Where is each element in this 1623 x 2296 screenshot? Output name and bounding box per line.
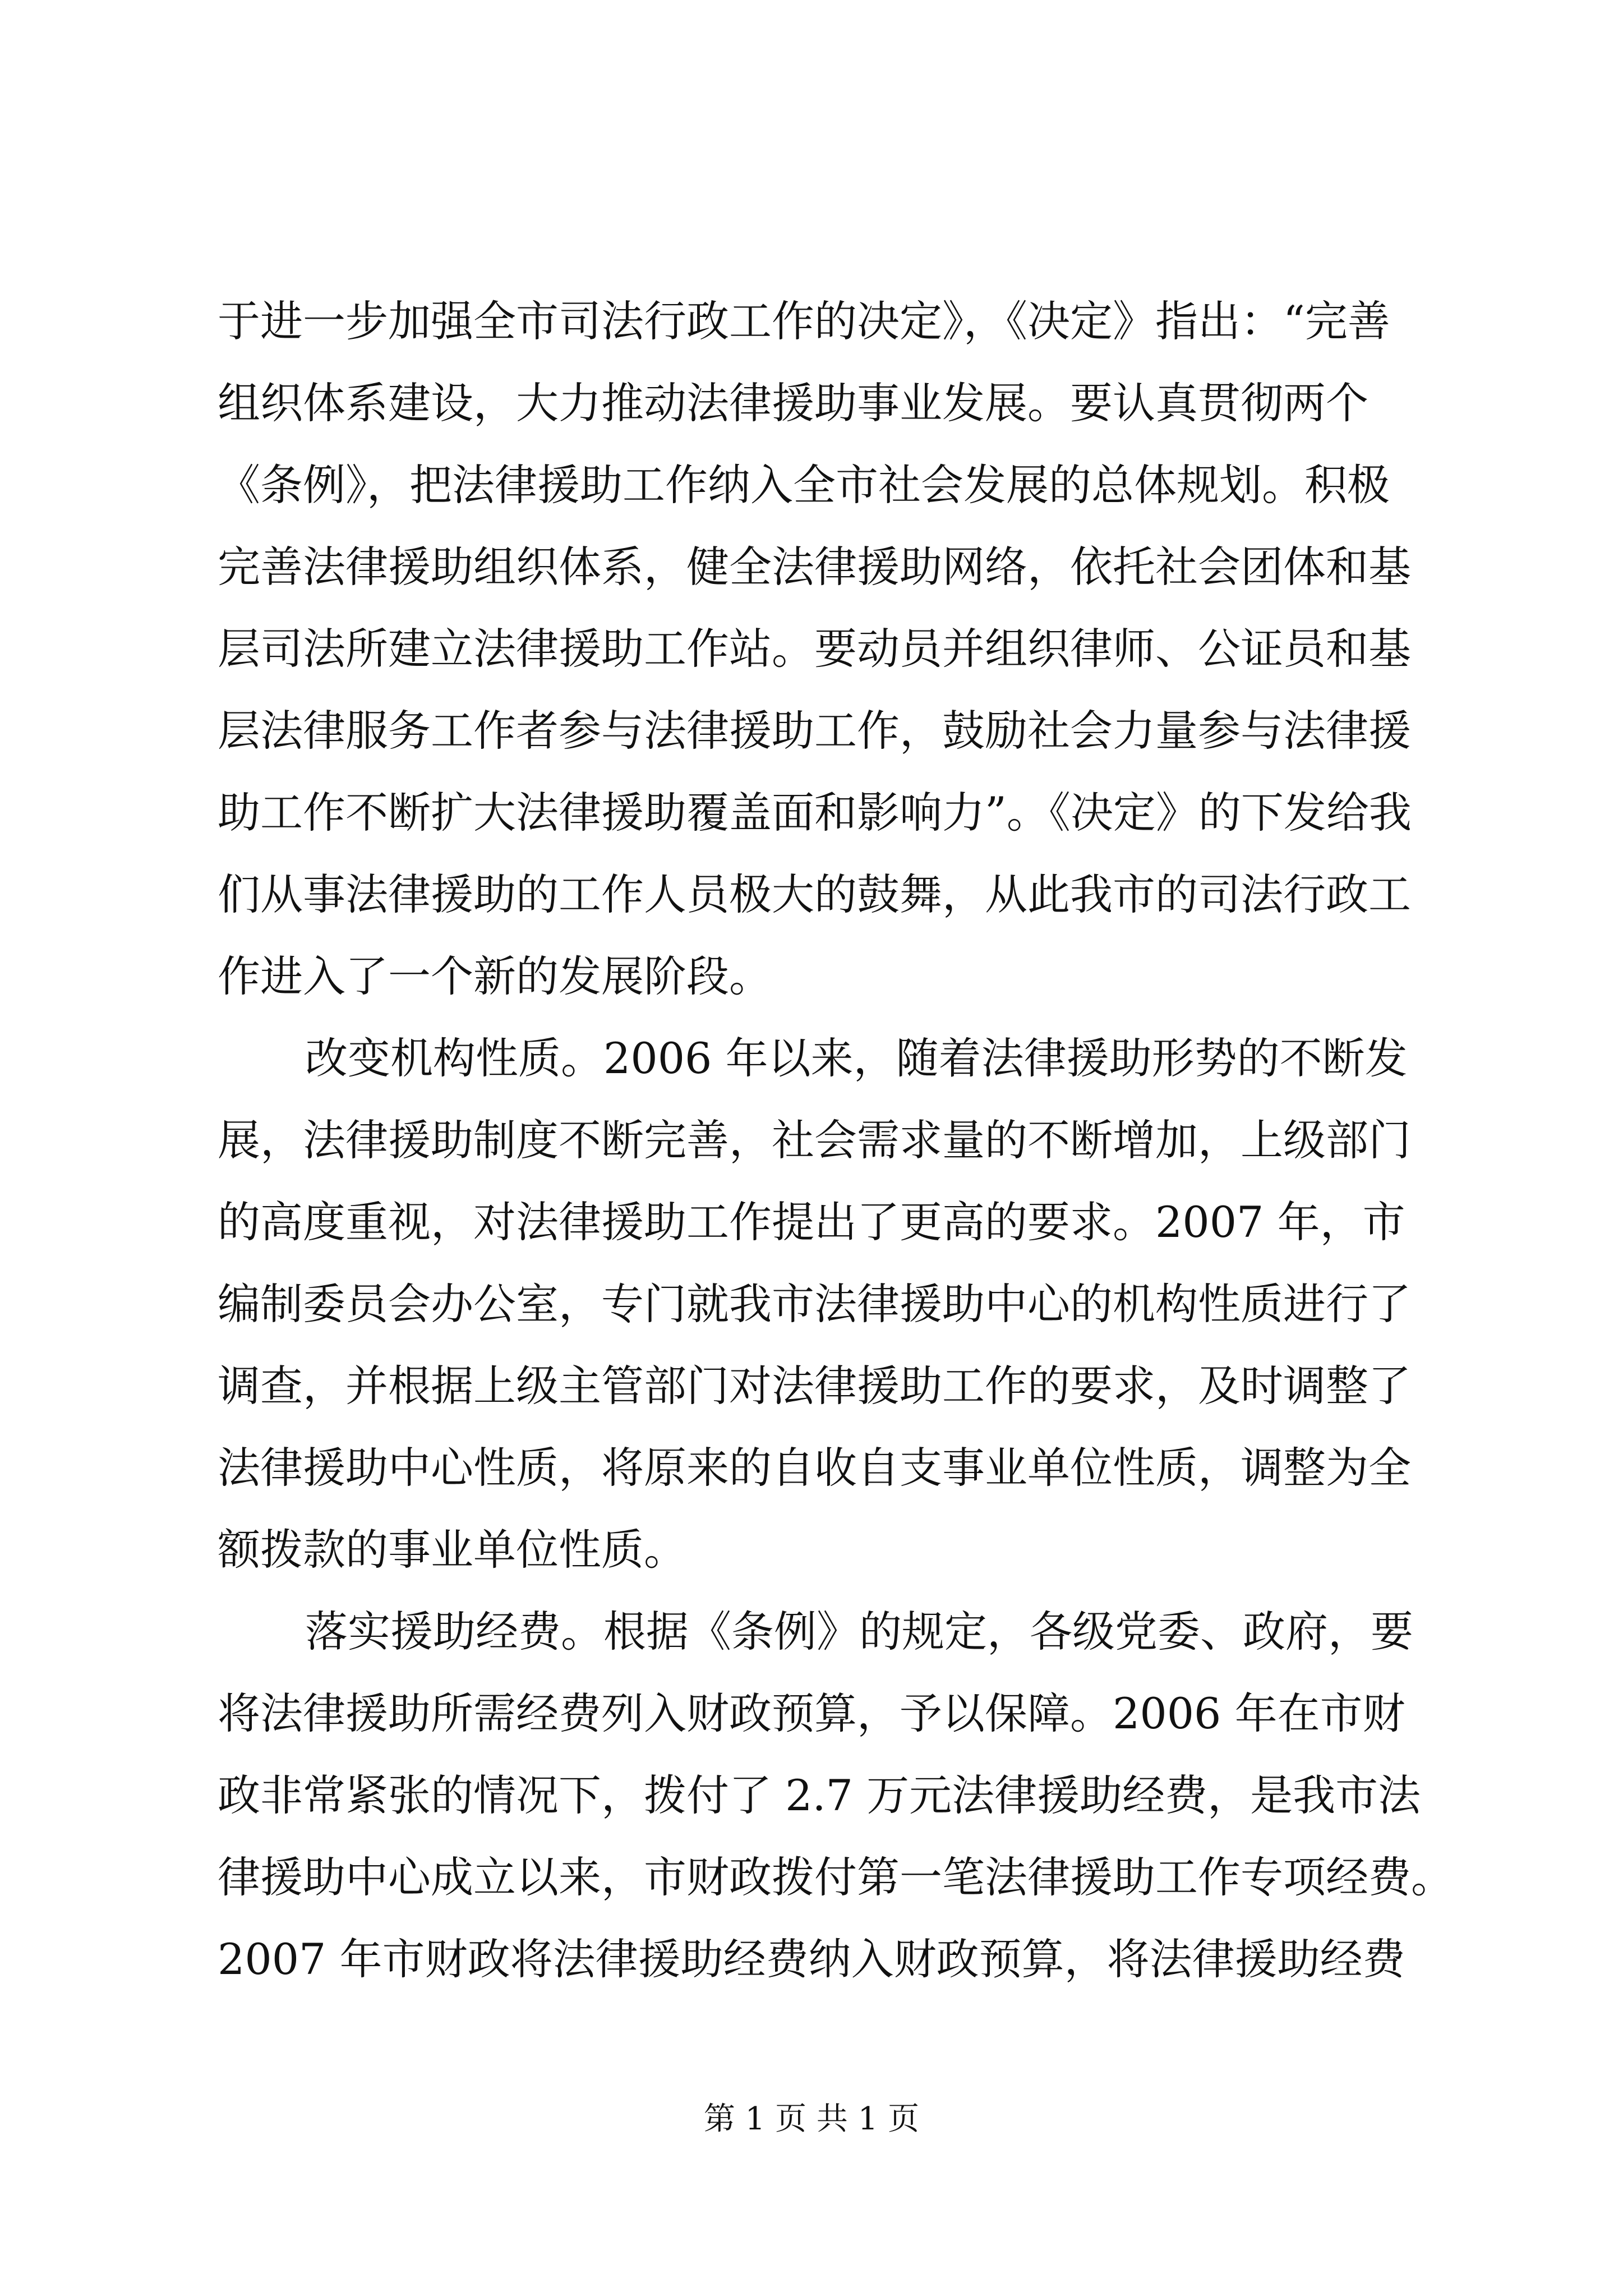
text-line: 将法律援助所需经费列入财政预算，予以保障。2006 年在市财 — [218, 1688, 1405, 1738]
text-line: 层法律服务工作者参与法律援助工作，鼓励社会力量参与法律援 — [218, 706, 1411, 756]
text-line: 作进入了一个新的发展阶段。 — [218, 951, 772, 1001]
document-body — [218, 280, 1454, 2000]
paragraph — [218, 280, 1423, 1018]
text-line: 层司法所建立法律援助工作站。要动员并组织律师、公证员和基 — [218, 624, 1411, 674]
text-line: 组织体系建设，大力推动法律援助事业发展。要认真贯彻两个 — [218, 378, 1368, 428]
text-line: 于进一步加强全市司法行政工作的决定》，《决定》指出：“完善 — [218, 296, 1390, 346]
text-line: 编制委员会办公室，专门就我市法律援助中心的机构性质进行了 — [218, 1279, 1411, 1329]
paragraph — [218, 1018, 1423, 1591]
text-line: 完善法律援助组织体系，健全法律援助网络，依托社会团体和基 — [218, 542, 1411, 592]
text-line: 2007 年市财政将法律援助经费纳入财政预算，将法律援助经费 — [218, 1934, 1405, 1984]
text-line: 法律援助中心性质，将原来的自收自支事业单位性质，调整为全 — [218, 1443, 1411, 1493]
text-line: 们从事法律援助的工作人员极大的鼓舞，从此我市的司法行政工 — [218, 869, 1411, 919]
page-footer: 第 1 页 共 1 页 — [703, 2101, 920, 2137]
text-line: 落实援助经费。根据《条例》的规定，各级党委、政府，要 — [305, 1607, 1413, 1657]
text-line: 律援助中心成立以来，市财政拨付第一笔法律援助工作专项经费。 — [218, 1852, 1454, 1902]
text-line: 调查，并根据上级主管部门对法律援助工作的要求，及时调整了 — [218, 1361, 1411, 1411]
text-line: 政非常紧张的情况下，拨付了 2.7 万元法律援助经费，是我市法 — [218, 1770, 1421, 1820]
text-line: 改变机构性质。2006 年以来，随着法律援助形势的不断发 — [305, 1033, 1408, 1083]
text-line: 展，法律援助制度不断完善，社会需求量的不断增加，上级部门 — [218, 1115, 1411, 1165]
text-line: 的高度重视，对法律援助工作提出了更高的要求。2007 年，市 — [218, 1197, 1405, 1247]
text-line: 额拨款的事业单位性质。 — [218, 1525, 686, 1575]
text-line: 《条例》，把法律援助工作纳入全市社会发展的总体规划。积极 — [218, 460, 1390, 510]
text-line: 助工作不断扩大法律援助覆盖面和影响力”。《决定》的下发给我 — [218, 788, 1412, 838]
paragraph — [218, 1591, 1454, 2000]
